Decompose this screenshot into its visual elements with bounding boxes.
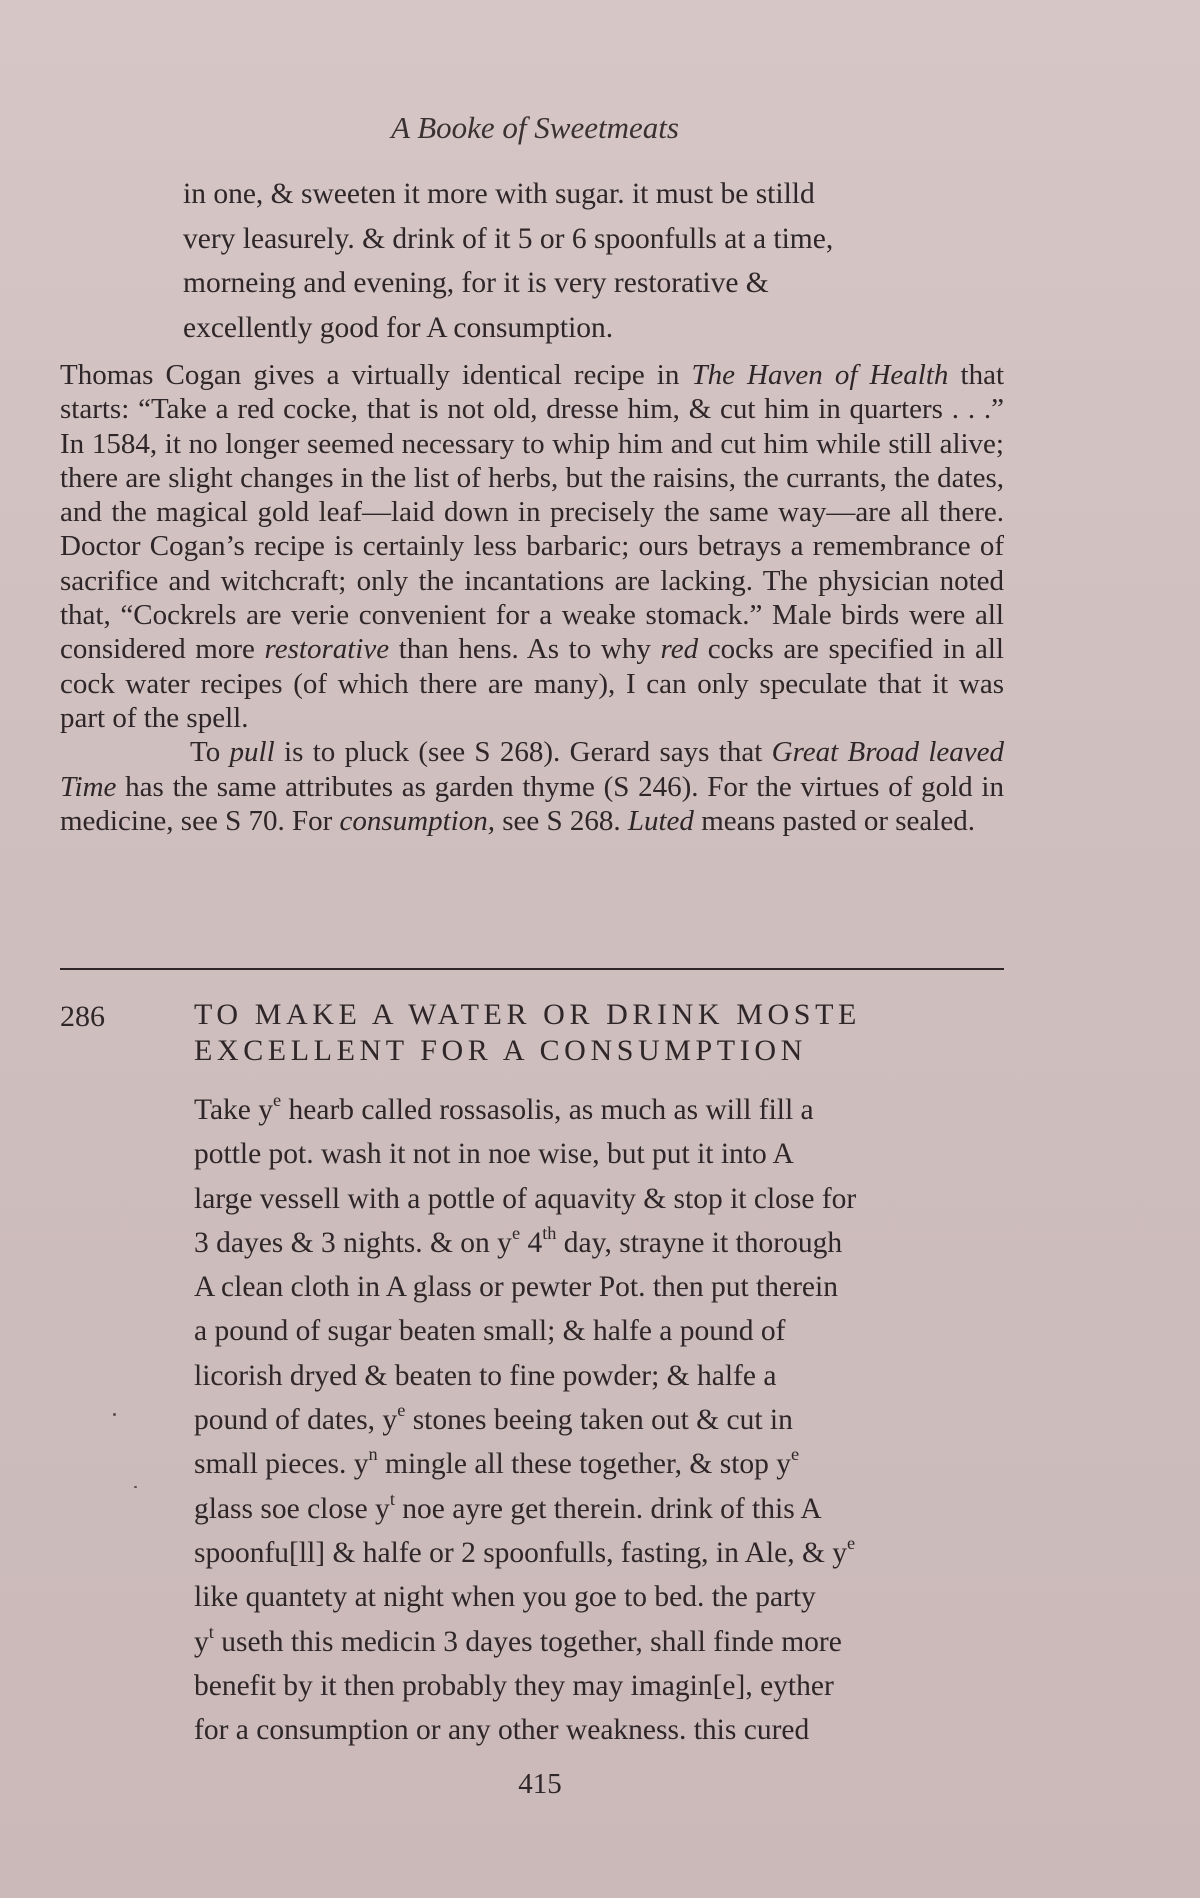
text-run: A clean cloth in A glass or pewter Pot. then put therein bbox=[194, 1271, 838, 1304]
text-run: like quantety at night when you goe to bed. the party bbox=[194, 1581, 816, 1614]
superscript: t bbox=[389, 1488, 395, 1509]
running-head: A Booke of Sweetmeats bbox=[391, 110, 679, 145]
commentary-paragraph-1 bbox=[60, 358, 1004, 735]
text-run: a pound of sugar beaten small; & halfe a pound of bbox=[194, 1315, 786, 1348]
text-run: spoonfu[ll] & halfe or 2 spoonfulls, fasting, in Ale, & y bbox=[194, 1536, 848, 1569]
italic-term: red bbox=[660, 633, 699, 666]
recipe-line bbox=[194, 1531, 1024, 1575]
text-run: glass soe close y bbox=[194, 1492, 390, 1525]
italic-term: restorative bbox=[264, 633, 390, 666]
superscript: e bbox=[511, 1222, 521, 1243]
text-run: 4 bbox=[520, 1226, 543, 1259]
text-run: pottle pot. wash it not in noe wise, but put it into A bbox=[194, 1138, 794, 1171]
italic-term: Great Broad leaved Time bbox=[60, 736, 1004, 803]
quoted-recipe-end bbox=[183, 172, 1013, 350]
text-run: mingle all these together, & stop y bbox=[377, 1448, 792, 1481]
recipe-line bbox=[194, 1575, 1024, 1619]
commentary bbox=[60, 358, 1004, 838]
text-run: small pieces. y bbox=[194, 1448, 369, 1481]
recipe-title-line: TO MAKE A WATER OR DRINK MOSTE bbox=[194, 998, 861, 1031]
paper-speck bbox=[113, 1413, 116, 1416]
paper-speck bbox=[134, 1486, 137, 1488]
text-run: hearb called rossasolis, as much as will fill a bbox=[281, 1094, 814, 1126]
quote-line: in one, & sweeten it more with sugar. it must be stilld bbox=[183, 178, 815, 210]
text-run: Take y bbox=[194, 1094, 274, 1126]
recipe-line bbox=[194, 1177, 1024, 1221]
recipe-line bbox=[194, 1708, 1024, 1752]
text-run: licorish dryed & beaten to fine powder; & halfe a bbox=[194, 1359, 777, 1392]
recipe-line bbox=[194, 1265, 1024, 1309]
recipe-line bbox=[194, 1620, 1024, 1664]
italic-term: consumption, bbox=[339, 804, 495, 837]
text-run: stones beeing taken out & cut in bbox=[405, 1404, 793, 1437]
superscript: t bbox=[208, 1621, 214, 1642]
recipe-number: 286 bbox=[60, 1000, 105, 1033]
recipe-line bbox=[194, 1088, 1024, 1132]
recipe-line bbox=[194, 1442, 1024, 1486]
text-run: for a consumption or any other weakness. this cured bbox=[194, 1714, 810, 1747]
text-run: noe ayre get therein. drink of this A bbox=[394, 1492, 822, 1525]
text-run: benefit by it then probably they may imagin[e], eyther bbox=[194, 1669, 834, 1702]
text-run: pound of dates, y bbox=[194, 1404, 398, 1437]
text-run: see S 268. bbox=[494, 804, 628, 837]
recipe-line bbox=[194, 1398, 1024, 1442]
superscript: th bbox=[542, 1222, 557, 1243]
recipe-line bbox=[194, 1354, 1024, 1398]
quote-line: excellently good for A consumption. bbox=[183, 311, 614, 344]
quote-line: morneing and evening, for it is very restorative & bbox=[183, 267, 769, 299]
superscript: e bbox=[273, 1089, 282, 1110]
recipe-line bbox=[194, 1664, 1024, 1708]
text-run: useth this medicin 3 dayes together, shall finde more bbox=[213, 1625, 842, 1658]
section-divider bbox=[60, 968, 1004, 970]
italic-term: pull bbox=[229, 736, 275, 769]
text-run: is to pluck (see S 268). Gerard says that bbox=[274, 736, 772, 769]
page-number: 415 bbox=[518, 1768, 562, 1800]
text-run: 3 dayes & 3 nights. & on y bbox=[194, 1226, 512, 1259]
recipe-line bbox=[194, 1132, 1024, 1176]
recipe-line bbox=[194, 1221, 1024, 1265]
commentary-paragraph-2 bbox=[60, 735, 1004, 838]
superscript: e bbox=[791, 1444, 800, 1465]
text-run: that starts: “Take a red cocke, that is not old, dresse him, & cut him in quarters . . .” In 1584, it no longer seemed necessary to whip him and cut him while still alive; there are slight changes in the list of herbs, but the raisins, the currants, the dates, and the magical gold leaf—laid down in precisely the same way—are all there. Doctor Cogan’s recipe is certainly less barbaric; ours betrays a remembrance of sacrifice and witchcraft; only the incantations are lacking. The physician noted that, “Cockrels are verie convenient for a weake stomack.” Male birds were all considered more bbox=[60, 359, 1005, 666]
italic-term: Luted bbox=[627, 804, 694, 837]
quote-line: very leasurely. & drink of it 5 or 6 spoonfulls at a time, bbox=[183, 222, 834, 255]
recipe-title bbox=[194, 997, 1014, 1069]
text-run: cocks are specified in all cock water recipes (of which there are many), I can only speculate that it was part of the spell. bbox=[60, 633, 1004, 734]
text-run: To bbox=[190, 736, 230, 769]
text-run: y bbox=[194, 1625, 209, 1658]
recipe-title-line: EXCELLENT FOR A CONSUMPTION bbox=[194, 1034, 807, 1067]
text-run: than hens. As to why bbox=[389, 633, 661, 666]
superscript: e bbox=[397, 1399, 406, 1420]
superscript: n bbox=[368, 1444, 378, 1465]
text-run: means pasted or sealed. bbox=[693, 804, 975, 837]
recipe-line bbox=[194, 1309, 1024, 1353]
text-run: Thomas Cogan gives a virtually identical recipe in bbox=[60, 359, 692, 391]
book-title: The Haven of Health bbox=[691, 359, 949, 391]
recipe-body bbox=[194, 1088, 1024, 1752]
text-run: day, strayne it thorough bbox=[556, 1226, 843, 1259]
superscript: e bbox=[847, 1532, 856, 1553]
text-run: large vessell with a pottle of aquavity & stop it close for bbox=[194, 1182, 857, 1215]
text-run: has the same attributes as garden thyme (S 246). For the virtues of gold in medicine, see S 70. For bbox=[60, 770, 1004, 837]
recipe-line bbox=[194, 1487, 1024, 1531]
